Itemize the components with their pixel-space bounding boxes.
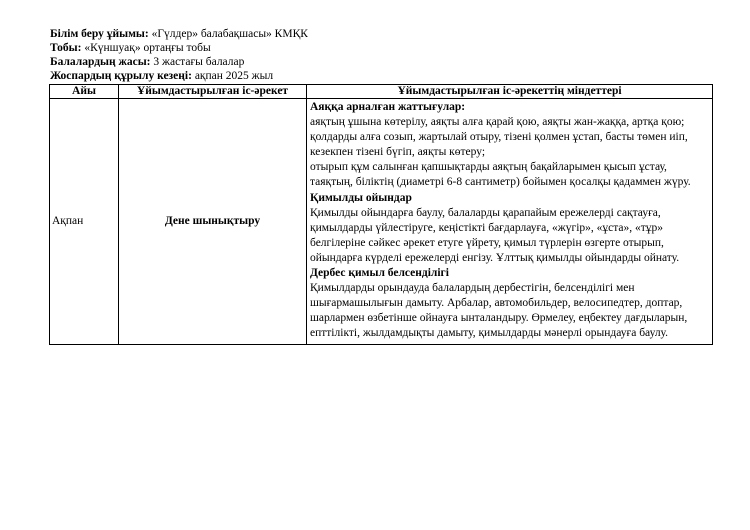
section-line: отырып құм салынған қапшықтарды аяқтың бақайларымен қысып ұстау, таяқтың, біліктің (диаметрі 6-8 сантиметр) бойымен қосалқы қадаммен жүру. xyxy=(310,161,691,189)
group-line xyxy=(50,41,710,55)
table-header-row xyxy=(50,85,713,99)
age-label: Балалардың жасы: xyxy=(50,56,151,68)
section-line: аяқтың ұшына көтерілу, аяқты алға қарай қою, аяқты жан-жаққа, артқа қою; xyxy=(310,116,685,129)
column-header-tasks: Ұйымдастырылған іс-әрекеттің міндеттері xyxy=(307,85,713,99)
section-heading-movement-games: Қимылды ойындар xyxy=(310,191,412,204)
section-heading-motor-activity: Дербес қимыл белсенділігі xyxy=(310,267,449,280)
tasks-cell xyxy=(307,99,713,345)
org-value: «Гүлдер» балабақшасы» КМҚК xyxy=(148,28,308,40)
plan-table xyxy=(49,84,713,345)
section-heading-foot-exercises: Аяққа арналған жаттығулар: xyxy=(310,101,466,113)
section-line: Қимылдарды орындауда балалардың дербестігін, белсенділігі мен шығармашылығын дамыту. Арбалар, автомобильдер, велосипедтер, доптар, шарлармен өзбетінше ойнауға ынталандыру. Өрмелеу, еңбектеу дағдыларын, епттілікті, жылдамдықты дамыту, қимылдарды мәнерлі орындауға баулу. xyxy=(310,282,688,340)
section-line: қолдарды алға созып, жартылай отыру, тізені қолмен ұстап, басты төмен иіп, кезекпен тізені бүгіп, аяқты көтеру; xyxy=(310,131,688,159)
table-row xyxy=(50,99,713,345)
column-header-month: Айы xyxy=(50,85,119,99)
period-label: Жоспардың құрылу кезеңі: xyxy=(50,70,192,82)
org-label: Білім беру ұйымы: xyxy=(50,28,149,40)
column-header-activity: Ұйымдастырылған іс-әрекет xyxy=(119,85,307,99)
activity-cell: Дене шынықтыру xyxy=(119,99,307,345)
org-line xyxy=(50,27,710,41)
period-value: ақпан 2025 жыл xyxy=(191,70,274,82)
group-label: Тобы: xyxy=(50,42,82,54)
age-line xyxy=(50,55,710,69)
age-value: 3 жастағы балалар xyxy=(150,56,245,68)
section-line: Қимылды ойындарға баулу, балаларды қарапайым ережелерді сақтауға, қимылдарды үйлестіруге, кеңістікті бағдарлауға, «жүгір», «ұста», «тұр» белгілеріне сәйкес әрекет етуге үйрету, қимыл түрлерін өзгерте отырып, ойындарға күрделі ережелерді енгізу. Ұлттық қимылды ойындарды ойнату. xyxy=(310,206,680,264)
group-value: «Күншуақ» ортаңғы тобы xyxy=(81,42,211,54)
period-line xyxy=(50,69,710,83)
month-cell: Ақпан xyxy=(50,99,119,345)
